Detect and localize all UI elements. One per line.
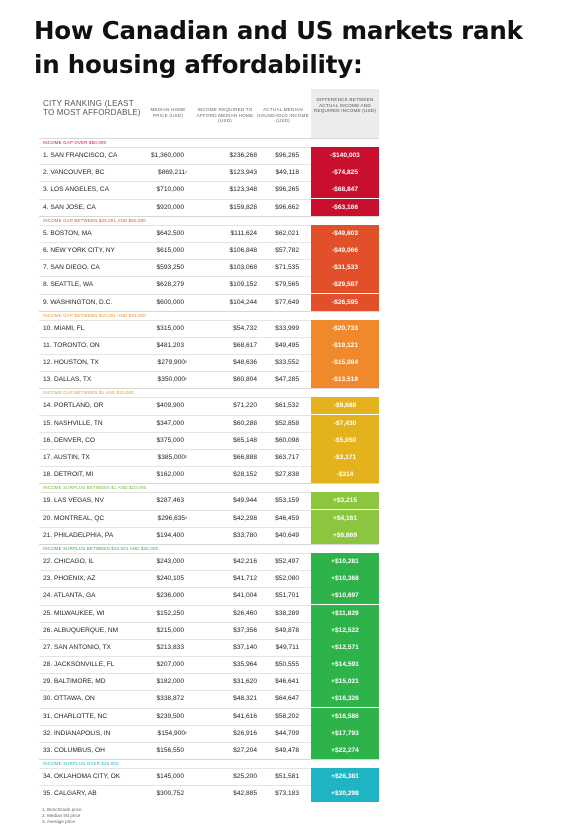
section-label: INCOME SURPLUS BETWEEN $10,001 AND $25,000 [39, 544, 379, 553]
table-row [39, 605, 379, 622]
table-row [39, 492, 379, 509]
actual-income: $50,555 [275, 661, 299, 669]
median-price: $152,250 [156, 609, 184, 617]
actual-income: $52,497 [275, 557, 299, 565]
city-name: 35. CALGARY, AB [43, 790, 97, 798]
city-name: 13. DALLAS, TX [43, 376, 92, 384]
income-required: $159,828 [229, 203, 257, 211]
city-name: 16. DENVER, CO [43, 436, 96, 444]
median-price-cell [156, 743, 184, 759]
table-row [39, 320, 379, 337]
actual-income: $51,701 [275, 592, 299, 600]
city-name: 20. MONTREAL, QC [43, 514, 105, 522]
income-required: $66,888 [233, 454, 257, 461]
income-difference: -$68,847 [311, 181, 379, 198]
median-price-cell [156, 295, 184, 311]
median-price: $375,000 [156, 436, 184, 444]
actual-income: $33,552 [275, 359, 299, 367]
income-difference: +$22,274 [311, 742, 379, 759]
income-difference: +$10,697 [311, 587, 379, 604]
section-label: INCOME GAP BETWEEN $10,001 AND $25,000 [39, 311, 379, 320]
median-price-cell [156, 243, 184, 259]
table-row [39, 570, 379, 587]
actual-income: $96,662 [275, 203, 299, 211]
income-required: $28,152 [233, 471, 257, 479]
income-difference: -$49,066 [311, 242, 379, 259]
actual-income: $96,265 [275, 152, 299, 159]
income-difference: +$15,021 [311, 673, 379, 690]
table-row [39, 673, 379, 690]
median-price: $243,000 [156, 557, 184, 565]
actual-income: $49,495 [275, 341, 299, 349]
median-price: $296,635 [157, 514, 186, 522]
income-difference: -$15,084 [311, 354, 379, 371]
actual-income: $52,080 [275, 575, 299, 583]
median-price: $710,000 [156, 186, 184, 194]
section-label: INCOME SURPLUS BETWEEN $1 AND $10,000 [39, 483, 379, 492]
city-name: 11. TORONTO, ON [43, 341, 100, 349]
header-city-ranking: CITY RANKING (LEAST TO MOST AFFORDABLE) [43, 99, 141, 117]
income-required: $26,460 [233, 609, 257, 617]
income-difference: -$140,003 [311, 147, 379, 164]
table-row [39, 242, 379, 259]
city-name: 31. CHARLOTTE, NC [43, 712, 108, 720]
income-required: $42,885 [233, 790, 257, 798]
city-name: 6. NEW YORK CITY, NY [43, 246, 115, 254]
income-required: $48,636 [233, 359, 257, 367]
city-name: 26. ALBUQUERQUE, NM [43, 626, 119, 634]
city-name: 10. MIAMI, FL [43, 324, 85, 332]
actual-income: $49,118 [275, 169, 299, 177]
median-price: $194,400 [156, 531, 184, 539]
median-price: $615,000 [156, 246, 184, 254]
income-difference: +$17,793 [311, 725, 379, 742]
median-price-cell [156, 528, 184, 544]
table-row [39, 164, 379, 181]
income-difference: +$16,326 [311, 690, 379, 707]
actual-income: $33,999 [275, 324, 299, 332]
income-difference: +$16,586 [311, 708, 379, 725]
table-row [39, 587, 379, 604]
header-difference: DIFFERENCE BETWEEN ACTUAL INCOME AND REQUIRED INCOME (USD) [311, 89, 379, 138]
actual-income: $49,478 [275, 747, 299, 754]
table-row [39, 354, 379, 371]
footnote: 1. Benchmark price [42, 807, 82, 812]
table-row [39, 415, 379, 432]
median-price: $145,000 [156, 773, 184, 781]
median-price-cell [156, 493, 184, 509]
median-price: $920,000 [156, 203, 184, 211]
table-row [39, 742, 379, 759]
median-price: $600,000 [156, 298, 184, 306]
income-difference: -$29,587 [311, 276, 379, 293]
income-required: $26,916 [233, 729, 257, 737]
income-difference: +$10,281 [311, 553, 379, 570]
median-price: $287,463 [156, 497, 184, 505]
median-price-cell [156, 467, 184, 483]
median-price: $207,000 [156, 661, 184, 669]
city-name: 21. PHILADELPHIA, PA [43, 531, 114, 539]
actual-income: $46,641 [275, 678, 299, 686]
income-difference: +$12,522 [311, 622, 379, 639]
city-name: 25. MILWAUKEE, WI [43, 609, 105, 617]
median-price-cell [156, 226, 184, 242]
actual-income: $49,878 [275, 626, 299, 634]
income-required: $27,204 [233, 747, 257, 754]
city-name: 27. SAN ANTONIO, TX [43, 643, 111, 651]
footnote: 2. Median list price [42, 813, 81, 818]
median-price-cell [158, 355, 187, 371]
income-difference: -$49,603 [311, 225, 379, 242]
actual-income: $71,535 [275, 264, 299, 272]
city-name: 24. ATLANTA, GA [43, 592, 96, 600]
median-price-cell [156, 260, 184, 276]
median-price-cell [156, 588, 184, 604]
income-required: $42,298 [233, 514, 257, 522]
income-difference: +$30,298 [311, 785, 379, 802]
income-difference: -$74,825 [311, 164, 379, 181]
table-row [39, 725, 379, 742]
median-price-cell [156, 416, 184, 432]
median-price: $215,000 [156, 626, 184, 634]
city-name: 15. NASHVILLE, TN [43, 419, 103, 427]
income-required: $37,356 [233, 626, 257, 634]
table-row [39, 785, 379, 802]
table-row [39, 337, 379, 354]
city-name: 9. WASHINGTON, D.C. [43, 298, 113, 306]
median-price-cell [156, 398, 184, 414]
actual-income: $38,289 [275, 609, 299, 617]
city-name: 18. DETROIT, MI [43, 471, 94, 479]
actual-income: $52,858 [275, 419, 299, 427]
median-price: $279,900 [157, 359, 186, 367]
actual-income: $27,838 [275, 471, 299, 479]
table-row [39, 259, 379, 276]
median-price-cell [156, 277, 184, 293]
income-difference: -$5,050 [311, 432, 379, 449]
income-required: $106,848 [229, 246, 257, 254]
income-required: $71,220 [233, 402, 257, 410]
income-required: $123,348 [229, 186, 257, 194]
affordability-table [39, 89, 379, 803]
footnote: 3. Average price [42, 819, 76, 824]
median-price-cell [158, 372, 187, 388]
income-required: $68,617 [233, 341, 257, 349]
income-difference: +$26,381 [311, 768, 379, 785]
median-price: $213,833 [156, 643, 184, 651]
income-required: $104,244 [229, 298, 257, 306]
income-required: $236,268 [229, 152, 257, 159]
actual-income: $47,285 [275, 376, 299, 384]
income-difference: -$26,595 [311, 294, 379, 311]
median-price-cell [151, 148, 184, 164]
table-row [39, 690, 379, 707]
median-price: $1,360,000 [150, 152, 184, 159]
table-row [39, 553, 379, 570]
median-price-cell [156, 769, 184, 785]
city-name: 1. SAN FRANCISCO, CA [43, 152, 118, 159]
section-label: INCOME GAP BETWEEN $25,001 AND $50,000 [39, 216, 379, 225]
income-difference: -$63,166 [311, 199, 379, 216]
table-header [39, 89, 379, 138]
price-footnote-marker: 2 [185, 730, 187, 735]
median-price: $642,500 [156, 229, 184, 237]
median-price: $300,752 [156, 790, 184, 798]
actual-income: $60,098 [275, 436, 299, 444]
city-name: 33. COLUMBUS, OH [43, 747, 105, 754]
table-row [39, 225, 379, 242]
median-price: $236,000 [156, 592, 184, 600]
median-price-cell [158, 511, 187, 527]
header-income-required: INCOME REQUIRED TO AFFORD MEDIAN HOME (USD) [196, 107, 254, 123]
median-price: $182,000 [156, 678, 184, 686]
median-price-cell [156, 433, 184, 449]
median-price-cell [156, 606, 184, 622]
median-price: $409,900 [156, 402, 184, 410]
median-price: $347,000 [156, 419, 184, 427]
city-name: 4. SAN JOSE, CA [43, 203, 96, 211]
income-difference: +$11,829 [311, 605, 379, 622]
city-name: 3. LOS ANGELES, CA [43, 186, 109, 194]
median-price: $869,211 [158, 169, 186, 177]
income-difference: +$10,368 [311, 570, 379, 587]
table-row [39, 432, 379, 449]
income-required: $60,804 [233, 376, 257, 384]
header-actual-income: ACTUAL MEDIAN HOUSEHOLD INCOME (USD) [257, 107, 309, 123]
city-name: 34. OKLAHOMA CITY, OK [43, 773, 121, 781]
table-body [39, 138, 379, 803]
city-name: 7. SAN DIEGO, CA [43, 264, 100, 272]
income-difference: -$9,688 [311, 397, 379, 414]
median-price: $162,000 [156, 471, 184, 479]
city-name: 22. CHICAGO, IL [43, 557, 94, 565]
income-required: $41,712 [233, 575, 257, 583]
actual-income: $63,717 [275, 454, 299, 461]
page-headline: How Canadian and US markets rank in housing affordability: [34, 16, 523, 79]
price-footnote-marker: 2 [185, 360, 187, 365]
median-price: $385,000 [157, 454, 186, 461]
actual-income: $77,649 [275, 298, 299, 306]
table-row [39, 656, 379, 673]
median-price-cell [156, 640, 184, 656]
actual-income: $53,159 [275, 497, 299, 505]
income-required: $42,216 [233, 557, 257, 565]
income-required: $123,943 [229, 169, 257, 177]
table-row [39, 527, 379, 544]
table-row [39, 276, 379, 293]
income-required: $54,732 [233, 324, 257, 332]
table-row [39, 147, 379, 164]
actual-income: $44,709 [275, 729, 299, 737]
price-footnote-marker: 2 [185, 377, 187, 382]
table-row [39, 181, 379, 198]
actual-income: $49,711 [275, 643, 299, 651]
median-price: $239,500 [156, 712, 184, 720]
median-price: $593,250 [156, 264, 184, 272]
footnotes [42, 807, 82, 825]
median-price-cell [156, 200, 184, 216]
income-difference: -$3,171 [311, 449, 379, 466]
median-price-cell [158, 165, 187, 181]
table-row [39, 371, 379, 388]
city-name: 2. VANCOUVER, BC [43, 169, 105, 177]
income-required: $60,288 [233, 419, 257, 427]
median-price: $154,900 [157, 729, 186, 737]
income-required: $41,616 [233, 712, 257, 720]
header-median-price: MEDIAN HOME PRICE (USD) [150, 107, 186, 118]
actual-income: $40,649 [275, 531, 299, 539]
table-row [39, 397, 379, 414]
city-name: 23. PHOENIX, AZ [43, 575, 96, 583]
income-required: $65,148 [233, 436, 257, 444]
actual-income: $64,647 [275, 695, 299, 703]
income-required: $48,321 [233, 695, 257, 703]
table-row [39, 622, 379, 639]
median-price-cell [156, 338, 184, 354]
median-price-cell [156, 623, 184, 639]
income-difference: -$20,733 [311, 320, 379, 337]
city-name: 5. BOSTON, MA [43, 229, 92, 237]
table-row [39, 510, 379, 527]
income-required: $41,004 [233, 592, 257, 600]
median-price: $481,203 [156, 341, 184, 349]
median-price: $350,000 [157, 376, 186, 384]
income-difference: -$13,519 [311, 371, 379, 388]
city-name: 8. SEATTLE, WA [43, 281, 94, 289]
income-difference: +$12,571 [311, 639, 379, 656]
table-row [39, 708, 379, 725]
income-required: $33,780 [233, 531, 257, 539]
median-price: $315,000 [156, 324, 184, 332]
city-name: 12. HOUSTON, TX [43, 359, 99, 367]
city-name: 28. JACKSONVILLE, FL [43, 661, 115, 669]
income-required: $109,152 [229, 281, 257, 289]
income-difference: -$314 [311, 466, 379, 483]
median-price-cell [156, 182, 184, 198]
actual-income: $96,265 [275, 186, 299, 194]
income-difference: +$14,591 [311, 656, 379, 673]
median-price-cell [156, 321, 184, 337]
table-row [39, 466, 379, 483]
table-row [39, 449, 379, 466]
city-name: 30. OTTAWA, ON [43, 695, 95, 703]
table-row [39, 639, 379, 656]
table-row [39, 768, 379, 785]
median-price-cell [158, 726, 187, 742]
actual-income: $58,202 [275, 712, 299, 720]
income-difference: +$3,215 [311, 492, 379, 509]
city-name: 19. LAS VEGAS, NV [43, 497, 104, 505]
city-name: 29. BALTIMORE, MD [43, 678, 106, 686]
income-difference: -$19,121 [311, 337, 379, 354]
income-difference: +$4,161 [311, 510, 379, 527]
median-price-cell [158, 450, 187, 466]
income-required: $25,200 [233, 773, 257, 781]
median-price-cell [156, 657, 184, 673]
median-price-cell [156, 571, 184, 587]
median-price-cell [156, 554, 184, 570]
actual-income: $46,459 [275, 514, 299, 522]
section-label: INCOME GAP BETWEEN $1 AND $10,000 [39, 388, 379, 397]
income-required: $37,140 [233, 643, 257, 651]
income-difference: -$7,430 [311, 415, 379, 432]
income-difference: +$6,869 [311, 527, 379, 544]
actual-income: $51,581 [275, 773, 299, 781]
price-footnote-marker: 3 [185, 515, 187, 520]
median-price: $338,872 [156, 695, 184, 703]
price-footnote-marker: 1 [185, 170, 187, 175]
actual-income: $79,565 [275, 281, 299, 289]
median-price-cell [156, 674, 184, 690]
actual-income: $57,782 [275, 246, 299, 254]
income-required: $31,620 [233, 678, 257, 686]
median-price-cell [156, 786, 184, 802]
section-label: INCOME SURPLUS OVER $25,000 [39, 759, 379, 768]
income-required: $49,944 [233, 497, 257, 505]
income-required: $111,624 [230, 229, 257, 237]
actual-income: $61,532 [275, 402, 299, 410]
median-price-cell [156, 691, 184, 707]
actual-income: $73,183 [275, 790, 299, 798]
income-required: $35,964 [233, 661, 257, 669]
median-price-cell [156, 709, 184, 725]
table-row [39, 294, 379, 311]
median-price: $240,105 [156, 575, 184, 583]
actual-income: $62,021 [275, 229, 299, 237]
income-required: $103,068 [229, 264, 257, 272]
city-name: 14. PORTLAND, OR [43, 402, 104, 410]
table-row [39, 199, 379, 216]
median-price: $156,550 [156, 747, 184, 754]
section-label: INCOME GAP OVER $50,000 [39, 138, 379, 147]
city-name: 17. AUSTIN, TX [43, 454, 90, 461]
median-price: $628,279 [156, 281, 184, 289]
income-difference: -$31,533 [311, 259, 379, 276]
city-name: 32. INDIANAPOLIS, IN [43, 729, 111, 737]
price-footnote-marker: 2 [185, 455, 187, 459]
